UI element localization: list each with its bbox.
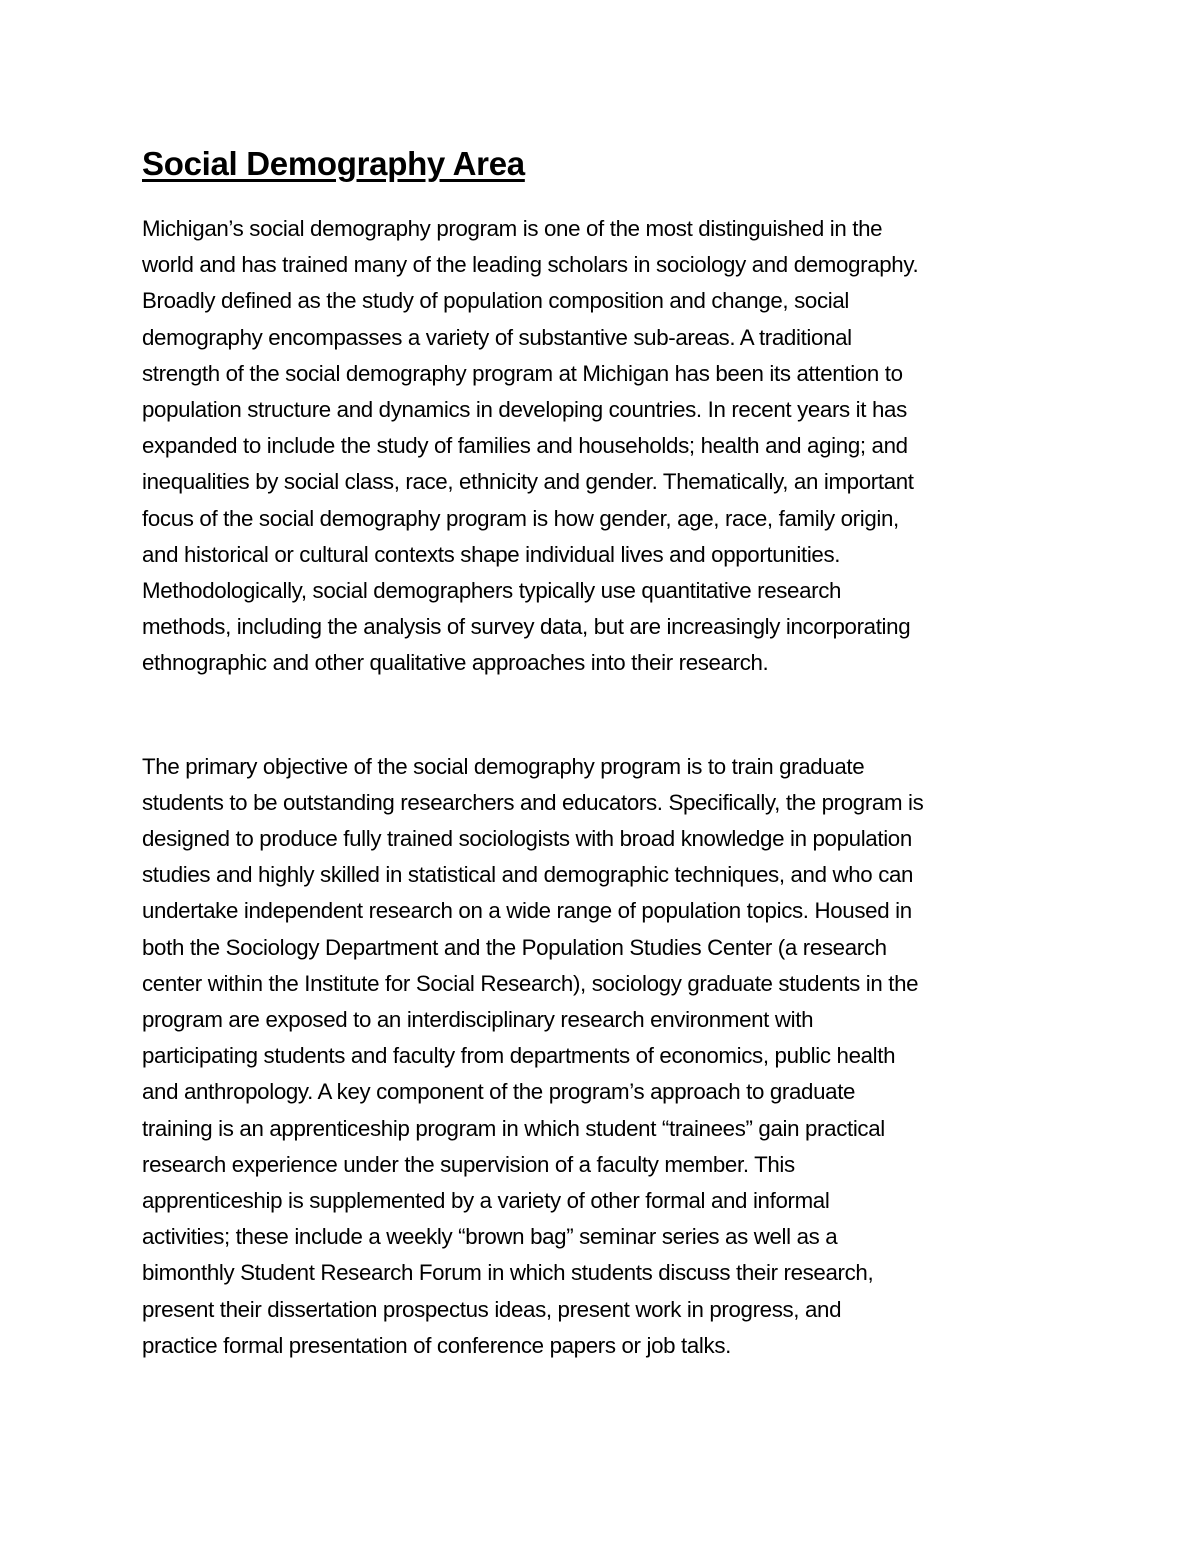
paragraph-line: Methodologically, social demographers typically use quantitative research [142, 578, 842, 604]
paragraph-line: and anthropology. A key component of the program’s approach to graduate [142, 1079, 856, 1105]
paragraph-line: training is an apprenticeship program in which student “trainees” gain practical [142, 1115, 885, 1141]
paragraph-line: present their dissertation prospectus ideas, present work in progress, and [142, 1296, 842, 1322]
document-content [142, 142, 1072, 1364]
paragraph-line: both the Sociology Department and the Population Studies Center (a research [142, 934, 887, 960]
paragraph-line: designed to produce fully trained sociologists with broad knowledge in population [142, 826, 912, 852]
paragraph-line: apprenticeship is supplemented by a variety of other formal and informal [142, 1188, 830, 1214]
paragraph-line: expanded to include the study of families and households; health and aging; and [142, 433, 908, 459]
document-title: Social Demography Area [142, 145, 525, 182]
paragraph-line: The primary objective of the social demography program is to train graduate [142, 753, 865, 779]
paragraph-line: students to be outstanding researchers and educators. Specifically, the program is [142, 789, 924, 815]
paragraph-line: and historical or cultural contexts shape individual lives and opportunities. [142, 541, 841, 567]
paragraph-line: methods, including the analysis of survey data, but are increasingly incorporating [142, 614, 911, 640]
paragraph-line: strength of the social demography program at Michigan has been its attention to [142, 360, 903, 386]
paragraph-line: ethnographic and other qualitative approaches into their research. [142, 650, 769, 676]
paragraph-line: bimonthly Student Research Forum in which students discuss their research, [142, 1260, 874, 1286]
paragraph-line: focus of the social demography program is how gender, age, race, family origin, [142, 505, 899, 531]
paragraph-line: research experience under the supervision of a faculty member. This [142, 1151, 795, 1177]
paragraph-line: studies and highly skilled in statistical and demographic techniques, and who can [142, 862, 914, 888]
paragraph-line: program are exposed to an interdisciplinary research environment with [142, 1007, 814, 1033]
paragraph-line: practice formal presentation of conference papers or job talks. [142, 1332, 731, 1358]
paragraph-line: undertake independent research on a wide range of population topics. Housed in [142, 898, 912, 924]
paragraph-line: Michigan’s social demography program is one of the most distinguished in the [142, 216, 883, 241]
paragraph-line: participating students and faculty from departments of economics, public health [142, 1043, 896, 1069]
paragraph-line: activities; these include a weekly “brown bag” seminar series as well as a [142, 1224, 838, 1250]
paragraph-line: Broadly defined as the study of population composition and change, social [142, 288, 850, 314]
paragraph-line: demography encompasses a variety of substantive sub-areas. A traditional [142, 324, 852, 350]
paragraph-program-objective [142, 749, 1072, 1364]
paragraph-line: center within the Institute for Social Research), sociology graduate students in the [142, 970, 919, 996]
paragraph-line: inequalities by social class, race, ethnicity and gender. Thematically, an important [142, 469, 914, 495]
paragraph-line: population structure and dynamics in developing countries. In recent years it has [142, 397, 907, 423]
paragraph-line: world and has trained many of the leading scholars in sociology and demography. [142, 252, 919, 278]
paragraph-program-overview [142, 211, 1072, 682]
